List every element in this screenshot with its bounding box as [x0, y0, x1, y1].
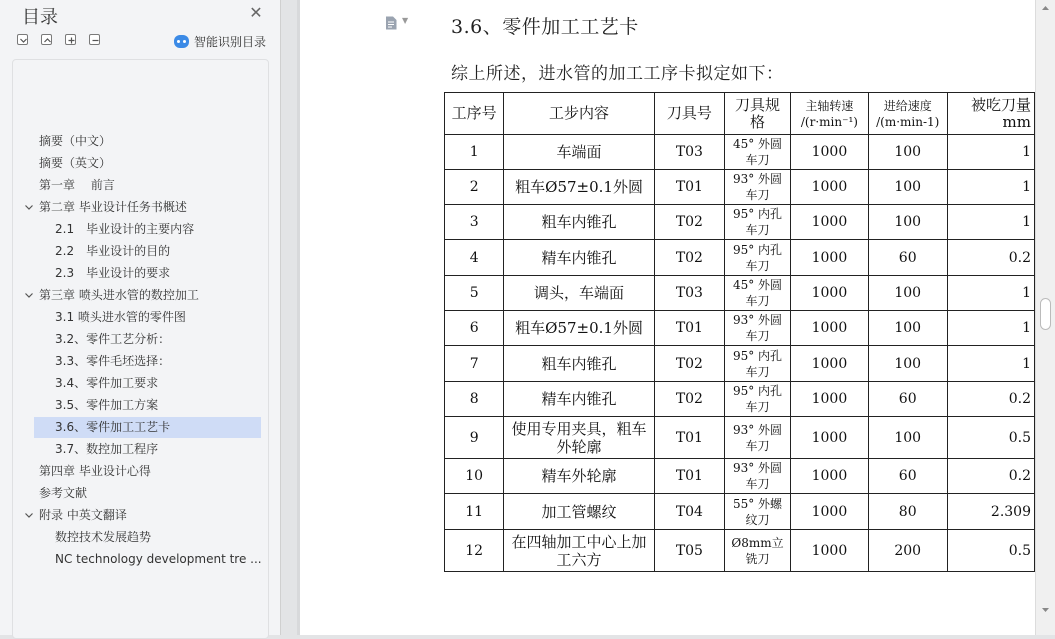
table-cell-feed: 60 [868, 240, 947, 276]
cell-text: 车刀 [745, 329, 770, 343]
toc-item-label: 第二章 毕业设计任务书概述 [39, 200, 187, 214]
cell-text: 车刀 [745, 400, 770, 414]
table-cell-tool-no: T02 [654, 205, 724, 240]
table-row [445, 346, 1035, 382]
column-header [504, 93, 655, 135]
table-cell-no: 9 [445, 417, 504, 459]
table-cell-tool-spec [724, 459, 790, 494]
close-icon[interactable]: ✕ [249, 3, 263, 22]
table-cell-depth: 0.5 [947, 530, 1034, 572]
toc-item[interactable] [55, 549, 262, 570]
table-cell-tool-spec [724, 417, 790, 459]
table-cell-no: 11 [445, 494, 504, 530]
table-cell-speed: 1000 [791, 276, 869, 311]
cell-text: 车刀 [745, 294, 770, 308]
table-cell-content [504, 382, 655, 417]
table-cell-depth: 1 [947, 205, 1034, 240]
table-cell-tool-no: T05 [654, 530, 724, 572]
toc-item-label: 2.3 毕业设计的要求 [55, 266, 171, 280]
cell-text: 93° 外圆 [732, 422, 783, 437]
toc-item[interactable] [55, 241, 170, 262]
table-cell-feed: 100 [868, 276, 947, 311]
table-body [445, 135, 1035, 572]
vertical-scrollbar[interactable] [1035, 0, 1055, 635]
table-cell-content [504, 459, 655, 494]
cell-text: Ø8mm立 [731, 535, 784, 550]
table-cell-no: 10 [445, 459, 504, 494]
table-cell-depth: 0.2 [947, 240, 1034, 276]
cell-text: 45° 外圆 [732, 137, 783, 151]
table-cell-no: 6 [445, 311, 504, 346]
table-header-row [445, 93, 1035, 135]
table-cell-tool-no: T02 [654, 346, 724, 382]
table-cell-speed: 1000 [791, 240, 869, 276]
table-cell-tool-spec [724, 346, 790, 382]
cell-text: 加工管螺纹 [541, 502, 617, 521]
cell-text: 95° 内孔 [732, 242, 783, 257]
table-row [445, 417, 1035, 459]
table-cell-content [504, 205, 655, 240]
cell-text: 铣刀 [745, 551, 770, 566]
table-cell-content [504, 135, 655, 170]
toc-item[interactable] [39, 153, 111, 174]
toc-item-label: 第一章 前言 [39, 178, 115, 192]
toc-item-label: 3.1 喷头进水管的零件图 [55, 310, 186, 324]
cell-text: 粗车Ø57±0.1外圆 [515, 319, 643, 337]
toc-item-label: 第三章 喷头进水管的数控加工 [39, 288, 199, 302]
column-header-text: 进给速度 [883, 98, 932, 113]
table-cell-content [504, 494, 655, 530]
table-cell-depth: 0.2 [947, 459, 1034, 494]
table-row [445, 205, 1035, 240]
table-row [445, 240, 1035, 276]
toc-item-label: 3.3、零件毛坯选择： [55, 354, 171, 368]
table-cell-speed: 1000 [791, 205, 869, 240]
cell-text: 精车内锥孔 [541, 248, 617, 267]
table-cell-content [504, 417, 655, 459]
column-header [654, 93, 724, 135]
table-cell-content [504, 530, 655, 572]
table-cell-tool-spec [724, 205, 790, 240]
toc-item-label: NC technology development tre ... [55, 552, 262, 566]
table-cell-depth: 1 [947, 346, 1034, 382]
table-cell-no: 3 [445, 205, 504, 240]
cell-text: 在四轴加工中心上加 [511, 532, 647, 551]
cell-text: 93° 外圆 [732, 313, 783, 327]
table-cell-tool-spec [724, 530, 790, 572]
column-header-text: 被吃刀量 [970, 95, 1031, 114]
table-cell-tool-no: T02 [654, 382, 724, 417]
scroll-up-arrow-icon[interactable] [1036, 0, 1055, 16]
toc-item[interactable] [55, 263, 170, 284]
table-row [445, 276, 1035, 311]
cell-text: 外轮廓 [556, 437, 602, 456]
column-header [947, 93, 1034, 135]
table-cell-feed: 60 [868, 459, 947, 494]
toc-item[interactable] [34, 417, 261, 438]
ai-toc-button[interactable] [174, 33, 266, 49]
toc-item[interactable] [55, 329, 170, 350]
column-header-text: /(r·min⁻¹) [800, 114, 858, 129]
toc-item-label: 3.7、数控加工程序 [55, 442, 159, 456]
column-header-text: 主轴转速 [805, 98, 854, 113]
remove-heading-icon[interactable] [89, 34, 100, 45]
column-header-text: 工序号 [451, 104, 497, 122]
table-cell-tool-spec [724, 170, 790, 205]
table-cell-feed: 200 [868, 530, 947, 572]
column-header-text: 刀具规 [735, 95, 781, 114]
table-cell-tool-spec [724, 276, 790, 311]
toc-item[interactable] [39, 197, 187, 218]
toc-item-label: 2.1 毕业设计的主要内容 [55, 222, 195, 236]
table-cell-speed: 1000 [791, 311, 869, 346]
toc-item[interactable] [55, 219, 194, 240]
table-cell-speed: 1000 [791, 494, 869, 530]
table-cell-tool-no: T03 [654, 276, 724, 311]
table-cell-feed: 80 [868, 494, 947, 530]
cell-text: 粗车Ø57±0.1外圆 [515, 178, 643, 196]
toc-item-label: 3.4、零件加工要求 [55, 376, 159, 390]
column-header-text: 工步内容 [549, 104, 610, 122]
table-cell-speed: 1000 [791, 530, 869, 572]
column-header-text: mm [1002, 112, 1031, 131]
scrollbar-thumb[interactable] [1040, 298, 1051, 330]
toc-item[interactable] [39, 461, 151, 482]
cell-text: 工六方 [556, 550, 602, 569]
table-cell-content [504, 170, 655, 205]
cell-text: 粗车内锥孔 [541, 354, 617, 373]
toc-item-label: 3.5、零件加工方案 [55, 398, 159, 412]
chevron-down-icon[interactable] [23, 505, 35, 526]
toc-item-label: 第四章 毕业设计心得 [39, 464, 151, 478]
cell-text: 使用专用夹具，粗车 [511, 419, 647, 438]
table-cell-feed: 100 [868, 417, 947, 459]
table-cell-speed: 1000 [791, 170, 869, 205]
table-cell-tool-spec [724, 240, 790, 276]
cell-text: 45° 外圆 [732, 278, 783, 292]
document-icon[interactable] [385, 16, 397, 30]
toc-item[interactable] [55, 439, 158, 460]
ai-assistant-icon [174, 35, 189, 48]
cell-text: 车刀 [745, 258, 770, 273]
column-header [724, 93, 790, 135]
cell-text: 车刀 [745, 188, 770, 202]
cell-text: 纹刀 [745, 512, 770, 527]
pane-title: 目录 [22, 7, 58, 28]
toc-item-label: 附录 中英文翻译 [39, 508, 127, 522]
toc-item-label: 数控技术发展趋势 [55, 530, 152, 544]
column-header-text: 格 [750, 112, 766, 131]
table-cell-depth: 1 [947, 311, 1034, 346]
cell-text: 车刀 [745, 364, 770, 379]
add-heading-icon[interactable] [65, 34, 76, 45]
toc-item-label: 3.2、零件工艺分析： [55, 332, 171, 346]
cell-text: 精车外轮廓 [541, 467, 617, 485]
table-cell-feed: 100 [868, 170, 947, 205]
process-card-table [444, 92, 1035, 572]
table-cell-speed: 1000 [791, 135, 869, 170]
table-cell-no: 5 [445, 276, 504, 311]
table-cell-content [504, 276, 655, 311]
table-cell-depth: 1 [947, 276, 1034, 311]
cell-text: 93° 外圆 [732, 172, 783, 186]
toc-item-label: 3.6、零件加工工艺卡 [55, 420, 171, 434]
cell-text: 粗车内锥孔 [541, 213, 617, 231]
table-cell-no: 4 [445, 240, 504, 276]
table-cell-tool-spec [724, 382, 790, 417]
navigation-pane [0, 0, 280, 635]
table-cell-tool-no: T04 [654, 494, 724, 530]
table-cell-no: 8 [445, 382, 504, 417]
toc-item-label: 摘要（中文） [39, 134, 112, 148]
toc-item-label: 摘要（英文） [39, 156, 112, 170]
table-cell-depth: 0.5 [947, 417, 1034, 459]
table-cell-depth: 2.309 [947, 494, 1034, 530]
table-row [445, 311, 1035, 346]
toc-item[interactable] [55, 527, 151, 548]
toc-item-label: 参考文献 [39, 486, 88, 500]
chevron-down-icon[interactable] [23, 197, 35, 218]
expand-all-icon[interactable] [17, 34, 28, 45]
cell-text: 95° 内孔 [732, 207, 783, 221]
cell-text: 55° 外螺 [732, 496, 783, 511]
chevron-down-icon[interactable]: ▼ [402, 16, 409, 25]
table-cell-tool-spec [724, 311, 790, 346]
pane-divider[interactable] [280, 0, 281, 635]
table-row [445, 135, 1035, 170]
table-cell-no: 2 [445, 170, 504, 205]
toc-item-label: 2.2 毕业设计的目的 [55, 244, 171, 258]
toc-item[interactable] [39, 505, 127, 526]
table-row [445, 459, 1035, 494]
table-cell-feed: 60 [868, 382, 947, 417]
table-cell-tool-spec [724, 135, 790, 170]
table-cell-depth: 1 [947, 170, 1034, 205]
table-cell-content [504, 240, 655, 276]
ai-toc-label: 智能识别目录 [194, 34, 267, 49]
document-page [300, 0, 1035, 635]
table-row [445, 382, 1035, 417]
toc-item[interactable] [39, 285, 199, 306]
table-cell-speed: 1000 [791, 459, 869, 494]
column-header-text: /(m·min-1) [876, 114, 940, 129]
table-cell-content [504, 346, 655, 382]
table-cell-speed: 1000 [791, 382, 869, 417]
cell-text: 车刀 [745, 153, 770, 167]
cell-text: 车刀 [745, 477, 770, 491]
chevron-down-icon[interactable] [23, 285, 35, 306]
table-cell-tool-no: T01 [654, 311, 724, 346]
collapse-all-icon[interactable] [41, 34, 52, 45]
toc-item[interactable] [55, 351, 170, 372]
table-cell-feed: 100 [868, 311, 947, 346]
column-header [445, 93, 504, 135]
table-cell-no: 1 [445, 135, 504, 170]
cell-text: 调头，车端面 [534, 284, 625, 302]
toc-item[interactable] [39, 175, 115, 196]
column-header-text: 刀具号 [666, 104, 712, 122]
table-row [445, 170, 1035, 205]
table-cell-tool-spec [724, 494, 790, 530]
table-cell-depth: 1 [947, 135, 1034, 170]
table-row [445, 494, 1035, 530]
table-cell-tool-no: T01 [654, 459, 724, 494]
cell-text: 93° 外圆 [732, 461, 783, 475]
cell-text: 95° 内孔 [732, 348, 783, 363]
toc-item[interactable] [55, 373, 158, 394]
column-header [868, 93, 947, 135]
table-cell-depth: 0.2 [947, 382, 1034, 417]
table-cell-speed: 1000 [791, 346, 869, 382]
cell-text: 车刀 [745, 438, 770, 453]
intro-paragraph: 综上所述，进水管的加工工序卡拟定如下： [451, 64, 784, 84]
table-cell-no: 7 [445, 346, 504, 382]
table-cell-content [504, 311, 655, 346]
column-header [791, 93, 869, 135]
toc-item[interactable] [55, 395, 158, 416]
table-cell-feed: 100 [868, 135, 947, 170]
table-cell-tool-no: T01 [654, 417, 724, 459]
table-cell-tool-no: T03 [654, 135, 724, 170]
scroll-down-arrow-icon[interactable] [1036, 602, 1055, 618]
cell-text: 车端面 [556, 143, 602, 161]
table-cell-feed: 100 [868, 205, 947, 240]
toc-item[interactable] [39, 483, 87, 504]
cell-text: 精车内锥孔 [541, 390, 617, 408]
table-cell-tool-no: T01 [654, 170, 724, 205]
table-cell-feed: 100 [868, 346, 947, 382]
table-row [445, 530, 1035, 572]
section-heading: 3.6、零件加工工艺卡 [451, 16, 639, 38]
table-cell-tool-no: T02 [654, 240, 724, 276]
toc-item[interactable] [39, 131, 111, 152]
table-cell-speed: 1000 [791, 417, 869, 459]
toc-item[interactable] [55, 307, 186, 328]
cell-text: 车刀 [745, 223, 770, 237]
cell-text: 95° 内孔 [732, 384, 783, 398]
table-cell-no: 12 [445, 530, 504, 572]
